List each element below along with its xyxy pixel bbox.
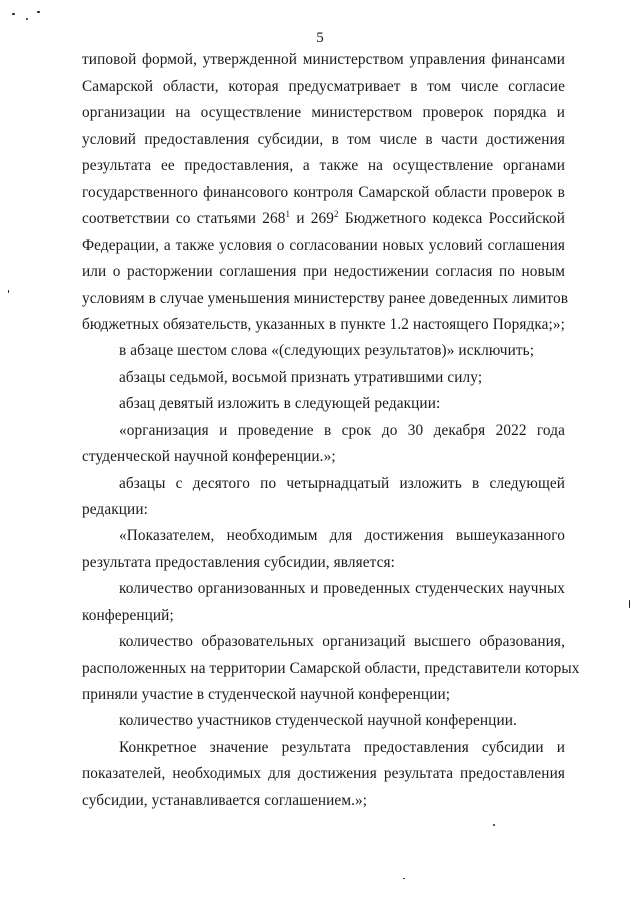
scan-speck [629, 600, 630, 608]
text-line: редакции: [82, 501, 148, 518]
text-line: количество организованных и проведенных студенческих научных [119, 580, 565, 597]
text-line: государственного финансового контроля Самарской области проверок в [82, 184, 565, 201]
text-line: Федерации, а также условия о согласовании новых условий соглашения [82, 237, 565, 254]
text-line: «организация и проведение в срок до 30 декабря 2022 года [119, 422, 565, 439]
scan-speck [403, 878, 405, 879]
text-line: абзацы с десятого по четырнадцатый изложить в следующей [119, 475, 565, 492]
scan-speck [12, 13, 15, 15]
text-line: конференций; [82, 607, 174, 624]
text-line: условиям в случае уменьшения министерству ранее доведенных лимитов [82, 290, 569, 307]
text-line: типовой формой, утвержденной министерством управления финансами [82, 51, 565, 68]
scan-speck [8, 290, 9, 293]
text-line: Конкретное значение результата предоставления субсидии и [119, 739, 565, 756]
text-line: количество образовательных организаций высшего образования, [119, 633, 565, 650]
superscript: 1 [285, 209, 291, 219]
text-line: организации на осуществление министерством проверок порядка и [82, 104, 565, 121]
superscript: 2 [334, 209, 339, 219]
scan-speck [493, 824, 495, 826]
text-line: студенческой научной конференции.»; [82, 448, 336, 465]
text-line: или о расторжении соглашения при недостижении согласия по новым [82, 263, 565, 280]
text-line: бюджетных обязательств, указанных в пункте 1.2 настоящего Порядка;»; [82, 316, 565, 333]
scan-speck [26, 18, 28, 20]
text-line: «Показателем, необходимым для достижения вышеуказанного [119, 527, 565, 544]
statute-text-before: соответствии со статьями 268 [82, 210, 286, 227]
statute-text-after: Бюджетного кодекса Российской [338, 210, 565, 227]
text-line: расположенных на территории Самарской области, представители которых [82, 660, 580, 677]
text-line-statutes [82, 210, 565, 228]
text-line: результата ее предоставления, а также на осуществление органами [82, 157, 565, 174]
text-line: в абзаце шестом слова «(следующих результатов)» исключить; [119, 342, 535, 359]
text-line: приняли участие в студенческой научной конференции; [82, 686, 451, 703]
text-line: показателей, необходимых для достижения результата предоставления [82, 765, 565, 782]
page-number: 5 [316, 30, 324, 46]
statute-text-middle: и 269 [290, 210, 335, 227]
scan-speck [37, 11, 40, 13]
text-line: абзацы седьмой, восьмой признать утратившими силу; [119, 369, 483, 386]
text-line: Самарской области, которая предусматривает в том числе согласие [82, 78, 565, 95]
text-line: субсидии, устанавливается соглашением.»; [82, 792, 368, 809]
text-line: абзац девятый изложить в следующей редакции: [119, 395, 441, 412]
text-line: результата предоставления субсидии, является: [82, 554, 396, 571]
text-line: условий предоставления субсидии, в том числе в части достижения [82, 131, 565, 148]
text-line: количество участников студенческой научной конференции. [119, 712, 517, 729]
